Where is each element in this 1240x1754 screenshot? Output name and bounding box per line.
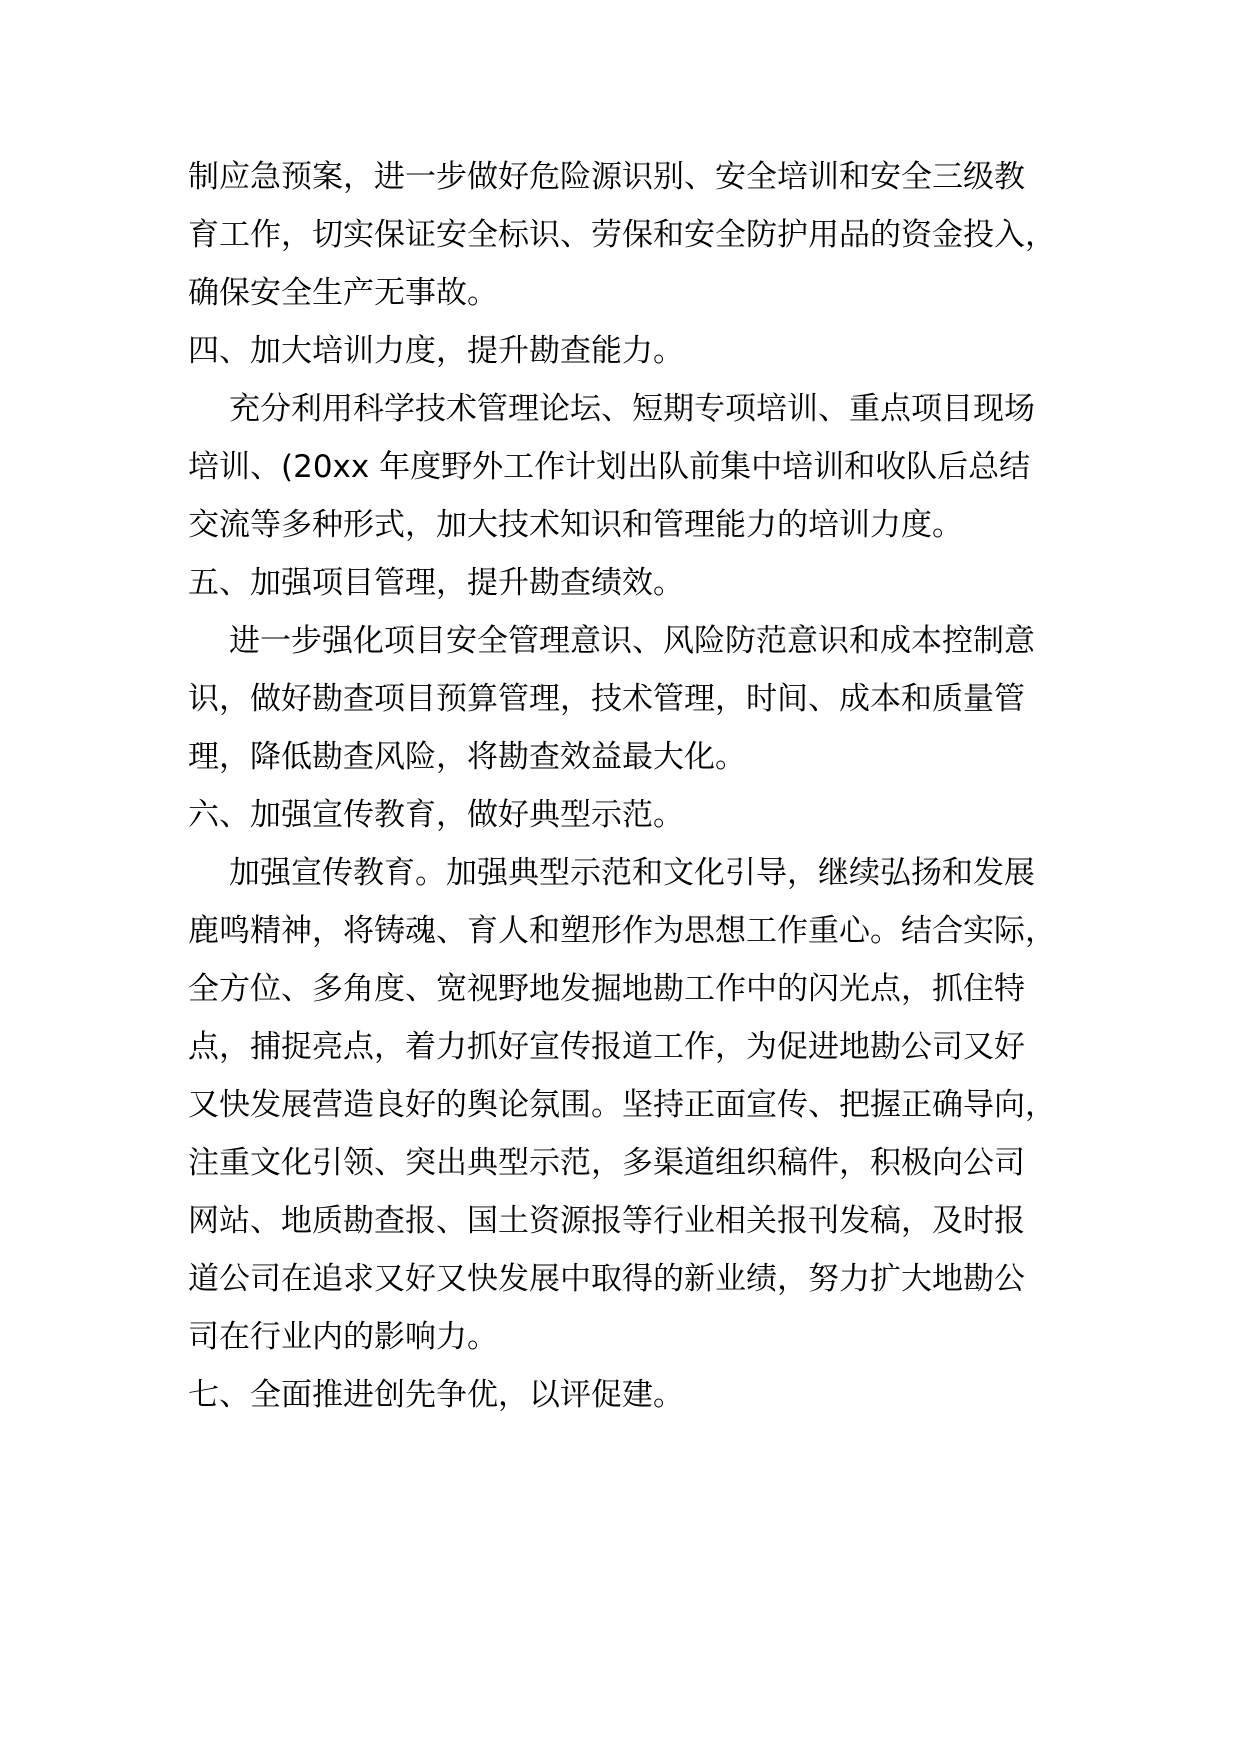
paragraph-line: 理，降低勘查风险，将勘查效益最大化。	[188, 739, 746, 775]
paragraph-line: 交流等多种形式，加大技术知识和管理能力的培训力度。	[188, 507, 963, 543]
paragraph-line: 司在行业内的影响力。	[188, 1319, 498, 1355]
paragraph-line: 全方位、多角度、宽视野地发掘地勘工作中的闪光点，抓住特	[188, 971, 1025, 1007]
paragraph-line: 加强宣传教育。加强典型示范和文化引导，继续弘扬和发展	[229, 855, 1035, 891]
paragraph-line: 进一步强化项目安全管理意识、风险防范意识和成本控制意	[229, 623, 1035, 659]
paragraph-line: 识，做好勘查项目预算管理，技术管理，时间、成本和质量管	[188, 681, 1025, 717]
paragraph-line: 网站、地质勘查报、国土资源报等行业相关报刊发稿，及时报	[188, 1203, 1025, 1239]
paragraph-line: 道公司在追求又好又快发展中取得的新业绩，努力扩大地勘公	[188, 1261, 1025, 1297]
paragraph-line: 确保安全生产无事故。	[188, 275, 498, 311]
paragraph-line: 制应急预案，进一步做好危险源识别、安全培训和安全三级教	[188, 159, 1025, 195]
section-heading: 六、加强宣传教育，做好典型示范。	[188, 797, 684, 833]
paragraph-line: 鹿鸣精神，将铸魂、育人和塑形作为思想工作重心。结合实际，	[188, 913, 1056, 949]
paragraph-line: 充分利用科学技术管理论坛、短期专项培训、重点项目现场	[229, 391, 1035, 427]
paragraph-line: 培训、(20xx 年度野外工作计划出队前集中培训和收队后总结	[188, 449, 1031, 485]
paragraph-line: 点，捕捉亮点，着力抓好宣传报道工作，为促进地勘公司又好	[188, 1029, 1025, 1065]
paragraph-line: 育工作，切实保证安全标识、劳保和安全防护用品的资金投入，	[188, 217, 1056, 253]
paragraph-line: 又快发展营造良好的舆论氛围。坚持正面宣传、把握正确导向，	[188, 1087, 1056, 1123]
section-heading: 四、加大培训力度，提升勘查能力。	[188, 333, 684, 369]
section-heading: 七、全面推进创先争优，以评促建。	[188, 1377, 684, 1413]
section-heading: 五、加强项目管理，提升勘查绩效。	[188, 565, 684, 601]
paragraph-line: 注重文化引领、突出典型示范，多渠道组织稿件，积极向公司	[188, 1145, 1025, 1181]
